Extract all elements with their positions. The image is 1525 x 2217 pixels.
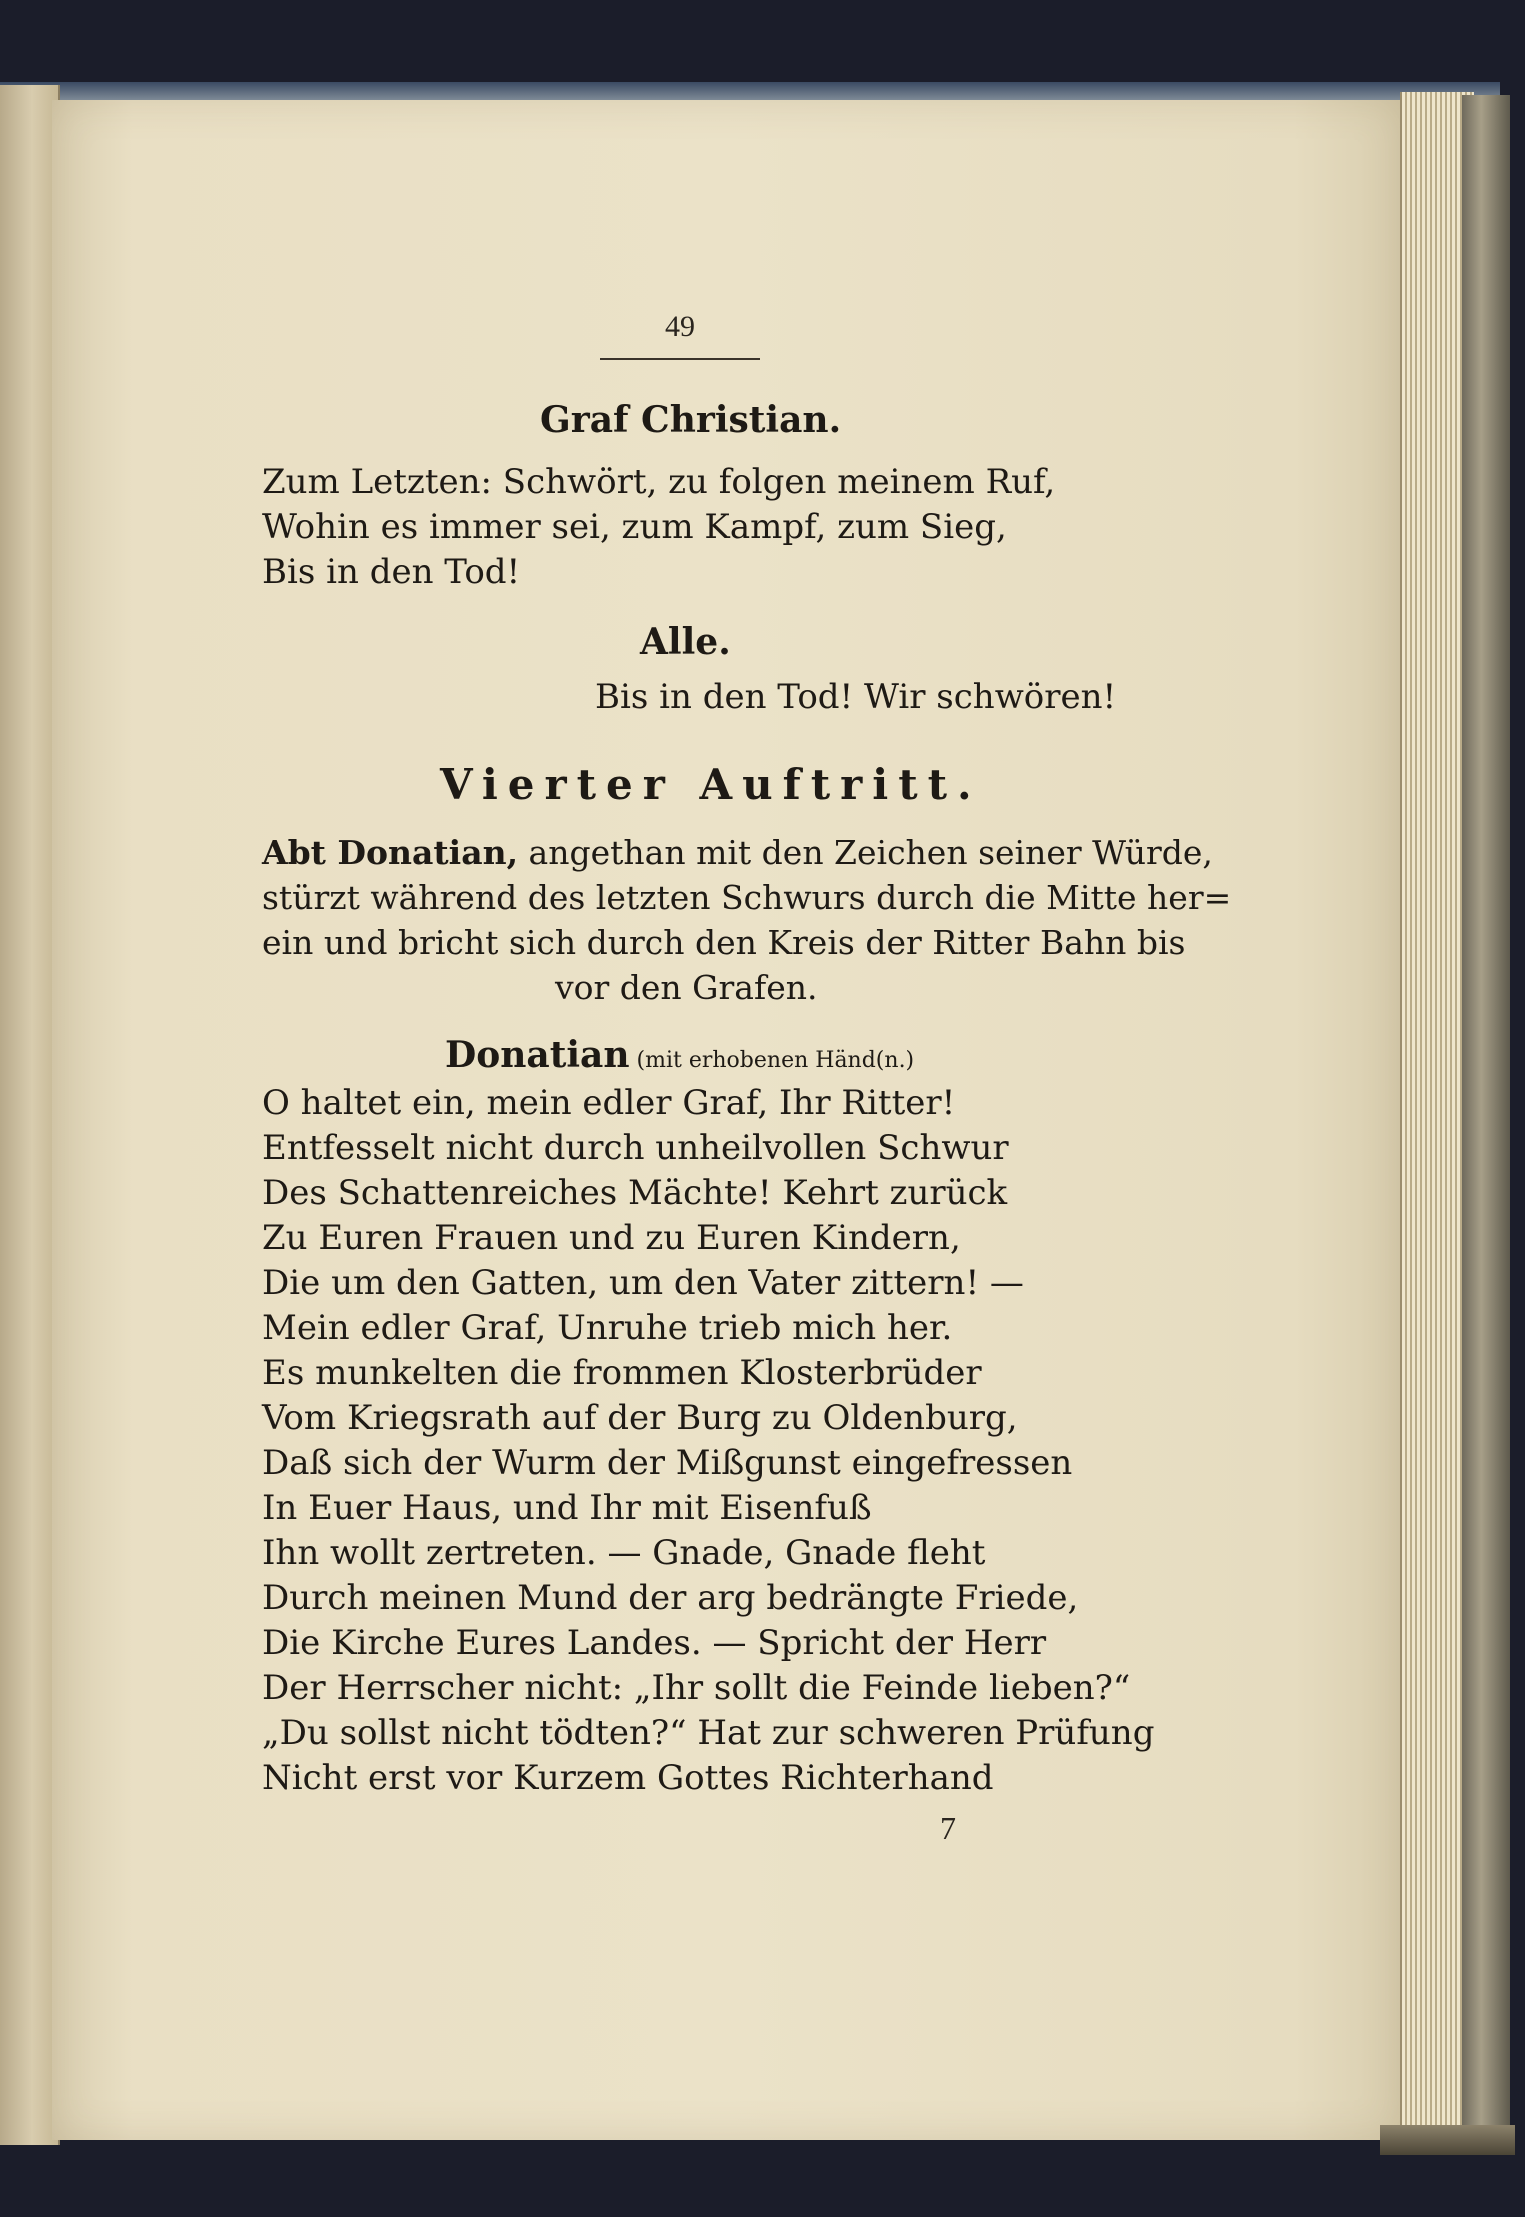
verse-line: O haltet ein, mein edler Graf, Ihr Ritter! bbox=[262, 1083, 956, 1123]
verse-line: Zu Euren Frauen und zu Euren Kindern, bbox=[262, 1218, 961, 1258]
previous-page-edge bbox=[0, 85, 60, 2145]
verse-line: Daß sich der Wurm der Mißgunst eingefressen bbox=[262, 1443, 1073, 1483]
book-cover-right bbox=[1462, 95, 1510, 2145]
verse-line: Entfesselt nicht durch unheilvollen Schwur bbox=[262, 1128, 1009, 1168]
speaker-alle: Alle. bbox=[640, 621, 731, 663]
stage-direction-text: angethan mit den Zeichen seiner Würde, bbox=[518, 833, 1213, 872]
verse-line: Zum Letzten: Schwört, zu folgen meinem Ruf, bbox=[262, 462, 1056, 502]
stage-direction-line: ein und bricht sich durch den Kreis der Ritter Bahn bis bbox=[262, 923, 1186, 962]
verse-line: Des Schattenreiches Mächte! Kehrt zurück bbox=[262, 1173, 1008, 1213]
speaker-graf-christian: Graf Christian. bbox=[540, 399, 842, 441]
page-number: 49 bbox=[665, 310, 695, 343]
signature-mark: 7 bbox=[940, 1810, 956, 1846]
stage-direction-line bbox=[262, 833, 1213, 873]
stage-character-name: Abt Donatian, bbox=[262, 833, 519, 872]
speaker-donatian-line bbox=[445, 1035, 914, 1081]
header-rule bbox=[600, 358, 760, 360]
verse-line: Wohin es immer sei, zum Kampf, zum Sieg, bbox=[262, 507, 1007, 547]
verse-line: Die um den Gatten, um den Vater zittern! — bbox=[262, 1263, 1024, 1303]
book-cover-bottom bbox=[1380, 2125, 1515, 2155]
verse-line: Mein edler Graf, Unruhe trieb mich her. bbox=[262, 1308, 953, 1348]
verse-line: „Du sollst nicht tödten?“ Hat zur schweren Prüfung bbox=[262, 1713, 1155, 1753]
scene-heading: Vierter Auftritt. bbox=[440, 760, 982, 809]
verse-line: Nicht erst vor Kurzem Gottes Richterhand bbox=[262, 1758, 994, 1798]
verse-line: Vom Kriegsrath auf der Burg zu Oldenburg, bbox=[262, 1398, 1018, 1438]
verse-line: Durch meinen Mund der arg bedrängte Friede, bbox=[262, 1578, 1079, 1618]
stage-direction-line: vor den Grafen. bbox=[555, 968, 818, 1007]
stage-direction-line: stürzt während des letzten Schwurs durch die Mitte her= bbox=[262, 878, 1232, 917]
verse-line: In Euer Haus, und Ihr mit Eisenfuß bbox=[262, 1488, 872, 1528]
speaker-donatian: Donatian bbox=[445, 1034, 630, 1076]
verse-line: Die Kirche Eures Landes. — Spricht der Herr bbox=[262, 1623, 1047, 1663]
verse-line: Bis in den Tod! Wir schwören! bbox=[595, 677, 1117, 717]
verse-line: Der Herrscher nicht: „Ihr sollt die Feinde lieben?“ bbox=[262, 1668, 1131, 1708]
verse-line: Es munkelten die frommen Klosterbrüder bbox=[262, 1353, 982, 1393]
verse-line: Bis in den Tod! bbox=[262, 552, 521, 592]
verse-line: Ihn wollt zertreten. — Gnade, Gnade fleht bbox=[262, 1533, 986, 1573]
speaker-direction: (mit erhobenen Händ(n.) bbox=[629, 1048, 915, 1073]
